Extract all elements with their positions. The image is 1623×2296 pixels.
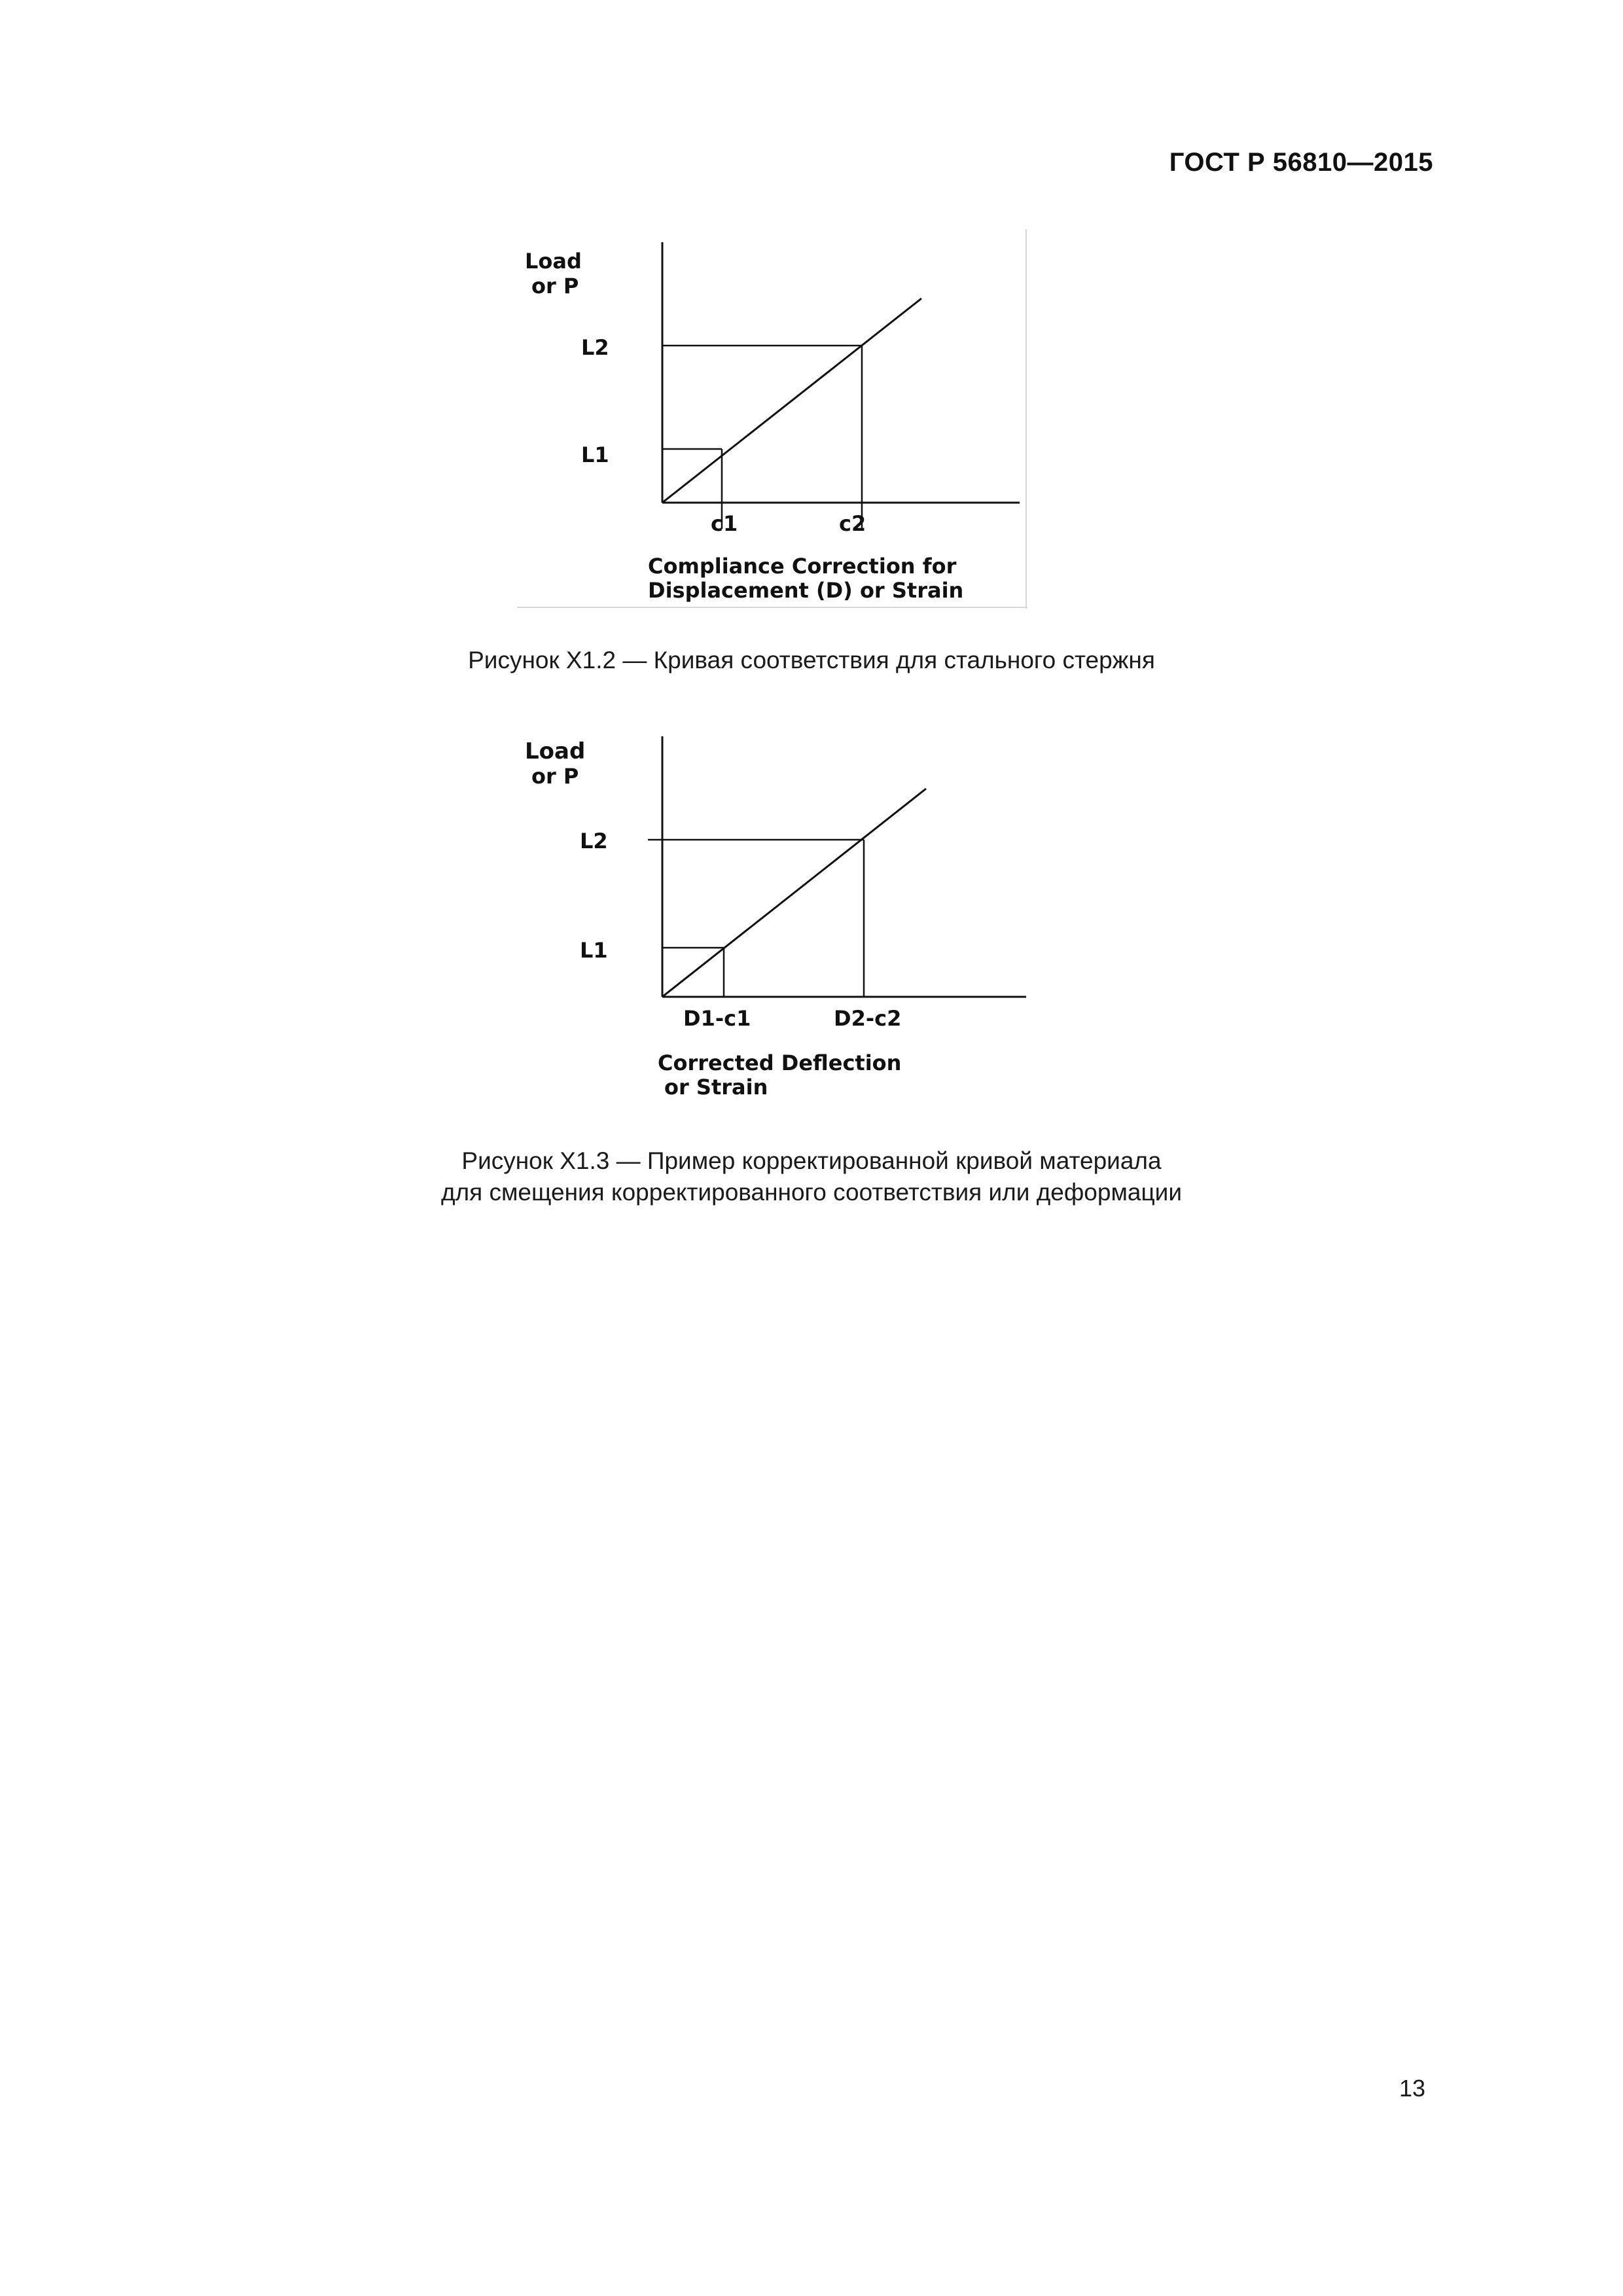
y-axis-label-line1: Load (525, 249, 582, 274)
document-code: ГОСТ Р 56810—2015 (1169, 148, 1433, 177)
corrected-line (662, 789, 926, 997)
figure-corrected-curve (517, 723, 1027, 1116)
figure2-caption (0, 1145, 1623, 1208)
x-axis-label-line2: or Strain (664, 1075, 768, 1100)
y-axis-label-line2: or P (531, 764, 579, 789)
figure-compliance-curve (517, 229, 1027, 609)
figure1-caption: Рисунок X1.2 — Кривая соответствия для стального стержня (468, 647, 1155, 673)
y-axis-label-line2: or P (531, 274, 579, 298)
figure2-caption-line1: Рисунок X1.3 — Пример корректированной кривой материала (461, 1147, 1162, 1174)
c2-label: D2-c2 (834, 1006, 902, 1031)
l1-label: L1 (580, 938, 608, 963)
l1-label: L1 (581, 442, 609, 467)
x-axis-label-line1: Corrected Deflection (658, 1050, 902, 1075)
c1-label: c1 (711, 511, 738, 536)
y-axis-label-line1: Load (525, 738, 586, 764)
l2-label: L2 (581, 335, 609, 360)
c1-label: D1-c1 (683, 1006, 751, 1031)
page-number: 13 (1399, 2075, 1425, 2102)
c2-label: c2 (839, 511, 866, 536)
compliance-line (662, 298, 921, 503)
figure2-caption-line2: для смещения корректированного соответствия или деформации (440, 1179, 1183, 1206)
l2-label: L2 (580, 829, 608, 853)
x-axis-label-line1: Compliance Correction for (648, 554, 957, 579)
x-axis-label-line2: Displacement (D) or Strain (648, 578, 964, 603)
